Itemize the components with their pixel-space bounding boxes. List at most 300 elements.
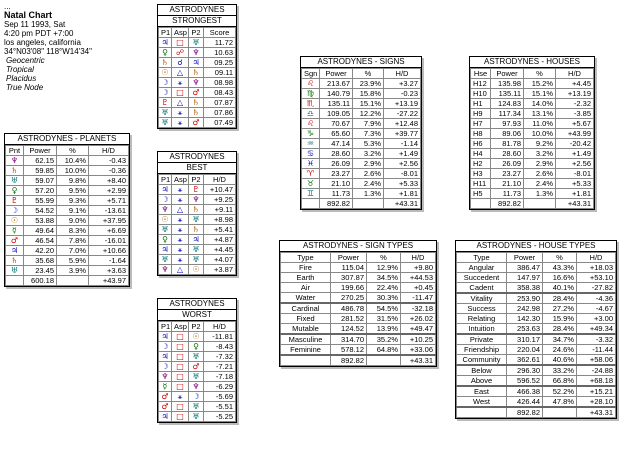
- cell-pct: 12.9%: [367, 263, 401, 273]
- table-row: [471, 89, 594, 99]
- table-row: [6, 186, 129, 196]
- cell-power: 270.25: [331, 293, 367, 304]
- col-hd: H/D: [384, 69, 421, 79]
- astro-glyph-icon: ♆: [189, 195, 204, 205]
- cell-score: 07.49: [204, 118, 236, 128]
- cell-pct: 15.8%: [353, 89, 384, 99]
- total-hd: +43.31: [556, 199, 594, 209]
- table-row: [471, 119, 594, 129]
- best-title: ASTRODYNES: [158, 152, 236, 163]
- strongest-title: ASTRODYNES: [158, 5, 236, 16]
- table-row: [6, 256, 129, 266]
- cell-pct: 9.2%: [524, 139, 556, 149]
- cell-power: 53.88: [24, 216, 57, 226]
- table-row: [159, 108, 236, 118]
- table-row: [457, 397, 616, 408]
- cell-hd: -6.29: [204, 382, 236, 392]
- astro-glyph-icon: ☉: [159, 215, 172, 225]
- table-row: [6, 166, 129, 176]
- astro-glyph-icon: ☉: [6, 216, 24, 226]
- cell-power: 35.68: [24, 256, 57, 266]
- cell-power: 49.64: [24, 226, 57, 236]
- astro-glyph-icon: ♃: [159, 245, 172, 255]
- table-row: [159, 235, 236, 245]
- col-p2: P2: [189, 175, 204, 185]
- astro-glyph-icon: ♑: [302, 129, 320, 139]
- astro-glyph-icon: ♌: [302, 79, 320, 89]
- table-row: [471, 149, 594, 159]
- cell-hd: +49.34: [577, 324, 616, 335]
- cell-power: 62.15: [24, 156, 57, 166]
- astro-glyph-icon: ☽: [189, 392, 204, 402]
- table-row: [6, 226, 129, 236]
- astro-glyph-icon: ♂: [159, 392, 172, 402]
- aspect-glyph-icon: ⚹: [172, 392, 189, 402]
- cell-pct: 11.0%: [524, 119, 556, 129]
- cell-hd: +5.33: [556, 179, 594, 189]
- astro-glyph-icon: ♃: [159, 352, 172, 362]
- cell-hd: +1.49: [384, 149, 421, 159]
- cell-power: 28.60: [320, 149, 353, 159]
- cell-h: H4: [471, 149, 491, 159]
- table-row: [159, 392, 236, 402]
- astro-glyph-icon: ☉: [189, 332, 204, 342]
- astro-glyph-icon: ♅: [6, 266, 24, 276]
- aspect-glyph-icon: □: [172, 362, 189, 372]
- table-row: [457, 263, 616, 273]
- astro-glyph-icon: ♆: [189, 78, 204, 88]
- cell-score: 11.72: [204, 38, 236, 48]
- cell-h: H8: [471, 129, 491, 139]
- astro-glyph-icon: ♏: [302, 99, 320, 109]
- astro-glyph-icon: ♅: [189, 402, 204, 412]
- total-power: 892.82: [507, 407, 543, 418]
- col-pnt: Pnt: [6, 146, 24, 156]
- cell-pct: 2.4%: [524, 179, 556, 189]
- cell-hd: -7.32: [204, 352, 236, 362]
- cell-type: Cardinal: [281, 303, 331, 314]
- strongest-panel: [157, 4, 237, 129]
- cell-power: 135.11: [320, 99, 353, 109]
- cell-power: 596.52: [507, 376, 543, 387]
- total-row: [457, 407, 616, 418]
- table-row: [457, 304, 616, 314]
- col-asp: Asp: [172, 28, 189, 38]
- cell-pct: 47.8%: [543, 397, 577, 408]
- table-row: [471, 129, 594, 139]
- cell-hd: -20.42: [556, 139, 594, 149]
- cell-power: 486.78: [331, 303, 367, 314]
- total-power: 892.82: [331, 355, 367, 366]
- table-row: [6, 246, 129, 256]
- col-p1: P1: [159, 28, 172, 38]
- cell-power: 578.12: [331, 345, 367, 356]
- chart-time: 4:20 pm PDT +7:00: [4, 29, 74, 38]
- cell-pct: 31.5%: [367, 314, 401, 324]
- col-power: Power: [491, 69, 524, 79]
- cell-type: West: [457, 397, 507, 408]
- aspect-glyph-icon: ⚹: [172, 118, 189, 128]
- col-p2: P2: [189, 28, 204, 38]
- astro-glyph-icon: ☽: [159, 195, 172, 205]
- houses-rows: [471, 79, 594, 209]
- col-power: Power: [507, 253, 543, 263]
- cell-h: H2: [471, 159, 491, 169]
- cell-power: 281.52: [331, 314, 367, 324]
- astro-glyph-icon: ♀: [6, 186, 24, 196]
- cell-hd: -16.01: [89, 236, 129, 246]
- cell-power: 11.73: [491, 189, 524, 199]
- cell-power: 135.11: [491, 89, 524, 99]
- strongest-table: [158, 27, 236, 128]
- cell-hd: -5.69: [204, 392, 236, 402]
- astro-glyph-icon: ♂: [6, 236, 24, 246]
- table-row: [281, 263, 436, 273]
- table-row: [471, 109, 594, 119]
- aspect-glyph-icon: □: [172, 88, 189, 98]
- astro-glyph-icon: ♃: [189, 235, 204, 245]
- table-row: [6, 216, 129, 226]
- signs-rows: [302, 79, 421, 209]
- cell-pct: 30.3%: [367, 293, 401, 304]
- house-types-header-row: [457, 253, 616, 263]
- col-hd: H/D: [577, 253, 616, 263]
- cell-hd: -11.81: [204, 332, 236, 342]
- col-hd: H/D: [89, 146, 129, 156]
- col-p1: P1: [159, 322, 172, 332]
- cell-pct: 24.6%: [543, 345, 577, 355]
- cell-score: 07.87: [204, 98, 236, 108]
- chart-tropical: Tropical: [6, 65, 34, 74]
- cell-pct: 9.5%: [57, 186, 89, 196]
- cell-type: Relating: [457, 314, 507, 324]
- astro-glyph-icon: ☿: [159, 382, 172, 392]
- cell-hd: +1.49: [556, 149, 594, 159]
- cell-power: 23.45: [24, 266, 57, 276]
- astro-glyph-icon: ♄: [6, 166, 24, 176]
- cell-power: 46.54: [24, 236, 57, 246]
- cell-hd: +9.11: [204, 205, 236, 215]
- table-row: [159, 402, 236, 412]
- cell-power: 26.09: [320, 159, 353, 169]
- planets-header-row: [6, 146, 129, 156]
- col-score: Score: [204, 28, 236, 38]
- table-row: [159, 98, 236, 108]
- table-row: [159, 255, 236, 265]
- astro-glyph-icon: ♃: [159, 412, 172, 422]
- cell-h: H7: [471, 119, 491, 129]
- cell-power: 59.85: [24, 166, 57, 176]
- table-row: [159, 118, 236, 128]
- cell-hd: +4.87: [204, 235, 236, 245]
- astro-glyph-icon: ☽: [159, 88, 172, 98]
- cell-hd: +39.77: [384, 129, 421, 139]
- astro-glyph-icon: ♃: [6, 246, 24, 256]
- table-row: [457, 314, 616, 324]
- cell-h: H11: [471, 179, 491, 189]
- cell-pct: 13.9%: [367, 324, 401, 335]
- table-row: [471, 79, 594, 89]
- table-row: [302, 99, 421, 109]
- cell-power: 199.66: [331, 283, 367, 293]
- table-row: [159, 215, 236, 225]
- aspect-glyph-icon: □: [172, 332, 189, 342]
- cell-power: 54.52: [24, 206, 57, 216]
- astro-glyph-icon: ♅: [189, 215, 204, 225]
- empty-cell: [57, 276, 89, 286]
- chart-placidus: Placidus: [6, 74, 37, 83]
- cell-hd: -1.64: [89, 256, 129, 266]
- signs-table: [301, 68, 421, 209]
- sign-types-panel: [279, 240, 437, 367]
- cell-power: 253.63: [507, 324, 543, 335]
- cell-power: 11.73: [320, 189, 353, 199]
- aspect-glyph-icon: □: [172, 402, 189, 412]
- cell-power: 57.20: [24, 186, 57, 196]
- cell-power: 97.93: [491, 119, 524, 129]
- cell-power: 42.20: [24, 246, 57, 256]
- cell-hd: -27.82: [577, 283, 616, 294]
- cell-hd: +28.10: [577, 397, 616, 408]
- table-row: [457, 293, 616, 304]
- cell-hd: +18.03: [577, 263, 616, 273]
- cell-power: 124.83: [491, 99, 524, 109]
- astro-glyph-icon: ♀: [159, 48, 172, 58]
- cell-hd: +43.99: [556, 129, 594, 139]
- cell-pct: 15.9%: [543, 314, 577, 324]
- cell-type: Vitality: [457, 293, 507, 304]
- cell-power: 59.07: [24, 176, 57, 186]
- cell-pct: 1.3%: [353, 189, 384, 199]
- cell-hd: +4.45: [204, 245, 236, 255]
- sign-types-rows: [281, 263, 436, 366]
- table-row: [159, 88, 236, 98]
- cell-hd: -4.36: [577, 293, 616, 304]
- chart-true-node: True Node: [6, 83, 44, 92]
- cell-type: Friendship: [457, 345, 507, 355]
- cell-hd: +8.40: [89, 176, 129, 186]
- aspect-glyph-icon: △: [172, 205, 189, 215]
- astro-glyph-icon: ♂: [189, 88, 204, 98]
- cell-hd: +4.45: [556, 79, 594, 89]
- empty-cell: [353, 199, 384, 209]
- cell-hd: -8.01: [556, 169, 594, 179]
- cell-pct: 2.9%: [524, 159, 556, 169]
- col-p1: P1: [159, 175, 172, 185]
- aspect-glyph-icon: ⚹: [172, 108, 189, 118]
- astro-glyph-icon: ♀: [189, 342, 204, 352]
- astro-glyph-icon: ♆: [189, 48, 204, 58]
- best-table: [158, 174, 236, 275]
- table-row: [302, 119, 421, 129]
- astro-glyph-icon: ♇: [189, 185, 204, 195]
- cell-pct: 5.3%: [353, 139, 384, 149]
- aspect-glyph-icon: △: [172, 68, 189, 78]
- cell-pct: 40.1%: [543, 283, 577, 294]
- astro-glyph-icon: ♂: [189, 118, 204, 128]
- cell-power: 89.06: [491, 129, 524, 139]
- astro-glyph-icon: ♌: [302, 119, 320, 129]
- cell-power: 135.98: [491, 79, 524, 89]
- total-power: 600.18: [24, 276, 57, 286]
- astro-glyph-icon: ♄: [189, 108, 204, 118]
- col-power: Power: [331, 253, 367, 263]
- aspect-glyph-icon: ⚹: [172, 225, 189, 235]
- astro-glyph-icon: ♅: [189, 372, 204, 382]
- aspect-glyph-icon: ⚹: [172, 235, 189, 245]
- signs-header-row: [302, 69, 421, 79]
- cell-hd: -32.18: [401, 303, 436, 314]
- table-row: [159, 352, 236, 362]
- cell-power: 47.14: [320, 139, 353, 149]
- cell-type: Feminine: [281, 345, 331, 356]
- astro-glyph-icon: ♅: [6, 176, 24, 186]
- col-asp: Asp: [172, 175, 189, 185]
- table-row: [159, 38, 236, 48]
- table-row: [302, 129, 421, 139]
- cell-hd: -5.51: [204, 402, 236, 412]
- cell-power: 362.61: [507, 355, 543, 366]
- header-dots: ...: [4, 2, 11, 11]
- cell-type: Angular: [457, 263, 507, 273]
- cell-h: H5: [471, 189, 491, 199]
- col-power: Power: [24, 146, 57, 156]
- astro-glyph-icon: ♂: [159, 402, 172, 412]
- table-row: [471, 159, 594, 169]
- table-row: [281, 334, 436, 345]
- cell-hd: -8.01: [384, 169, 421, 179]
- cell-power: 115.04: [331, 263, 367, 273]
- cell-hd: +4.07: [204, 255, 236, 265]
- cell-power: 21.10: [320, 179, 353, 189]
- signs-panel: [300, 56, 422, 210]
- col-pct: %: [353, 69, 384, 79]
- aspect-glyph-icon: ⚹: [172, 195, 189, 205]
- table-row: [281, 314, 436, 324]
- signs-title: ASTRODYNES - SIGNS: [301, 57, 421, 68]
- cell-hd: +10.25: [401, 334, 436, 345]
- cell-hd: +53.10: [577, 273, 616, 283]
- table-row: [159, 58, 236, 68]
- astro-glyph-icon: ♄: [189, 98, 204, 108]
- astro-glyph-icon: ♆: [159, 205, 172, 215]
- cell-type: Private: [457, 334, 507, 345]
- col-pct: %: [543, 253, 577, 263]
- cell-pct: 35.2%: [367, 334, 401, 345]
- cell-pct: 66.8%: [543, 376, 577, 387]
- table-row: [302, 179, 421, 189]
- cell-power: 26.09: [491, 159, 524, 169]
- table-row: [457, 365, 616, 376]
- table-row: [457, 273, 616, 283]
- cell-power: 220.04: [507, 345, 543, 355]
- cell-power: 147.97: [507, 273, 543, 283]
- houses-panel: [469, 56, 595, 210]
- empty-cell: [302, 199, 320, 209]
- strongest-header-row: [159, 28, 236, 38]
- cell-power: 466.38: [507, 386, 543, 397]
- cell-power: 140.79: [320, 89, 353, 99]
- cell-power: 109.05: [320, 109, 353, 119]
- astro-glyph-icon: ♅: [189, 352, 204, 362]
- table-row: [159, 225, 236, 235]
- cell-pct: 9.8%: [57, 176, 89, 186]
- cell-hd: -0.23: [384, 89, 421, 99]
- empty-cell: [6, 276, 24, 286]
- astro-glyph-icon: ♃: [189, 58, 204, 68]
- cell-power: 117.34: [491, 109, 524, 119]
- cell-type: Success: [457, 304, 507, 314]
- table-row: [302, 149, 421, 159]
- houses-table: [470, 68, 594, 209]
- house-types-title: ASTRODYNES - HOUSE TYPES: [456, 241, 616, 252]
- total-power: 892.82: [491, 199, 524, 209]
- cell-hd: +2.56: [384, 159, 421, 169]
- cell-pct: 15.1%: [353, 99, 384, 109]
- astro-glyph-icon: ♇: [6, 196, 24, 206]
- cell-pct: 9.3%: [57, 196, 89, 206]
- astro-glyph-icon: ♊: [302, 189, 320, 199]
- cell-pct: 7.3%: [353, 129, 384, 139]
- astro-glyph-icon: ♎: [302, 109, 320, 119]
- astro-glyph-icon: ♅: [189, 38, 204, 48]
- house-types-table: [456, 252, 616, 418]
- cell-power: 310.17: [507, 334, 543, 345]
- astro-glyph-icon: ♇: [159, 98, 172, 108]
- aspect-glyph-icon: □: [172, 352, 189, 362]
- cell-pct: 13.1%: [524, 109, 556, 119]
- cell-hd: +13.19: [556, 89, 594, 99]
- table-row: [302, 159, 421, 169]
- cell-power: 358.38: [507, 283, 543, 294]
- aspect-glyph-icon: ⚹: [172, 245, 189, 255]
- aspect-glyph-icon: ⚹: [172, 215, 189, 225]
- cell-hd: +3.87: [204, 265, 236, 275]
- astro-glyph-icon: ♆: [159, 372, 172, 382]
- astro-glyph-icon: ♋: [302, 149, 320, 159]
- cell-pct: 52.2%: [543, 386, 577, 397]
- total-power: 892.82: [320, 199, 353, 209]
- cell-type: Mutable: [281, 324, 331, 335]
- table-row: [457, 386, 616, 397]
- cell-hd: +3.00: [577, 314, 616, 324]
- total-row: [302, 199, 421, 209]
- astro-glyph-icon: ♆: [6, 156, 24, 166]
- cell-hd: -5.25: [204, 412, 236, 422]
- astro-glyph-icon: ☽: [159, 342, 172, 352]
- table-row: [281, 303, 436, 314]
- cell-hd: +44.53: [401, 273, 436, 283]
- aspect-glyph-icon: ☍: [172, 48, 189, 58]
- cell-hd: +12.48: [384, 119, 421, 129]
- cell-pct: 9.0%: [57, 216, 89, 226]
- astro-glyph-icon: ♒: [302, 139, 320, 149]
- table-row: [471, 139, 594, 149]
- table-row: [159, 372, 236, 382]
- empty-cell: [524, 199, 556, 209]
- col-hd: H/D: [204, 175, 236, 185]
- cell-hd: +58.06: [577, 355, 616, 366]
- cell-hd: +1.81: [384, 189, 421, 199]
- table-row: [159, 332, 236, 342]
- cell-hd: +13.19: [384, 99, 421, 109]
- cell-hd: +5.71: [89, 196, 129, 206]
- aspect-glyph-icon: ☌: [172, 58, 189, 68]
- astro-glyph-icon: ♅: [159, 255, 172, 265]
- table-row: [159, 185, 236, 195]
- cell-hd: +6.69: [89, 226, 129, 236]
- cell-hd: -7.21: [204, 362, 236, 372]
